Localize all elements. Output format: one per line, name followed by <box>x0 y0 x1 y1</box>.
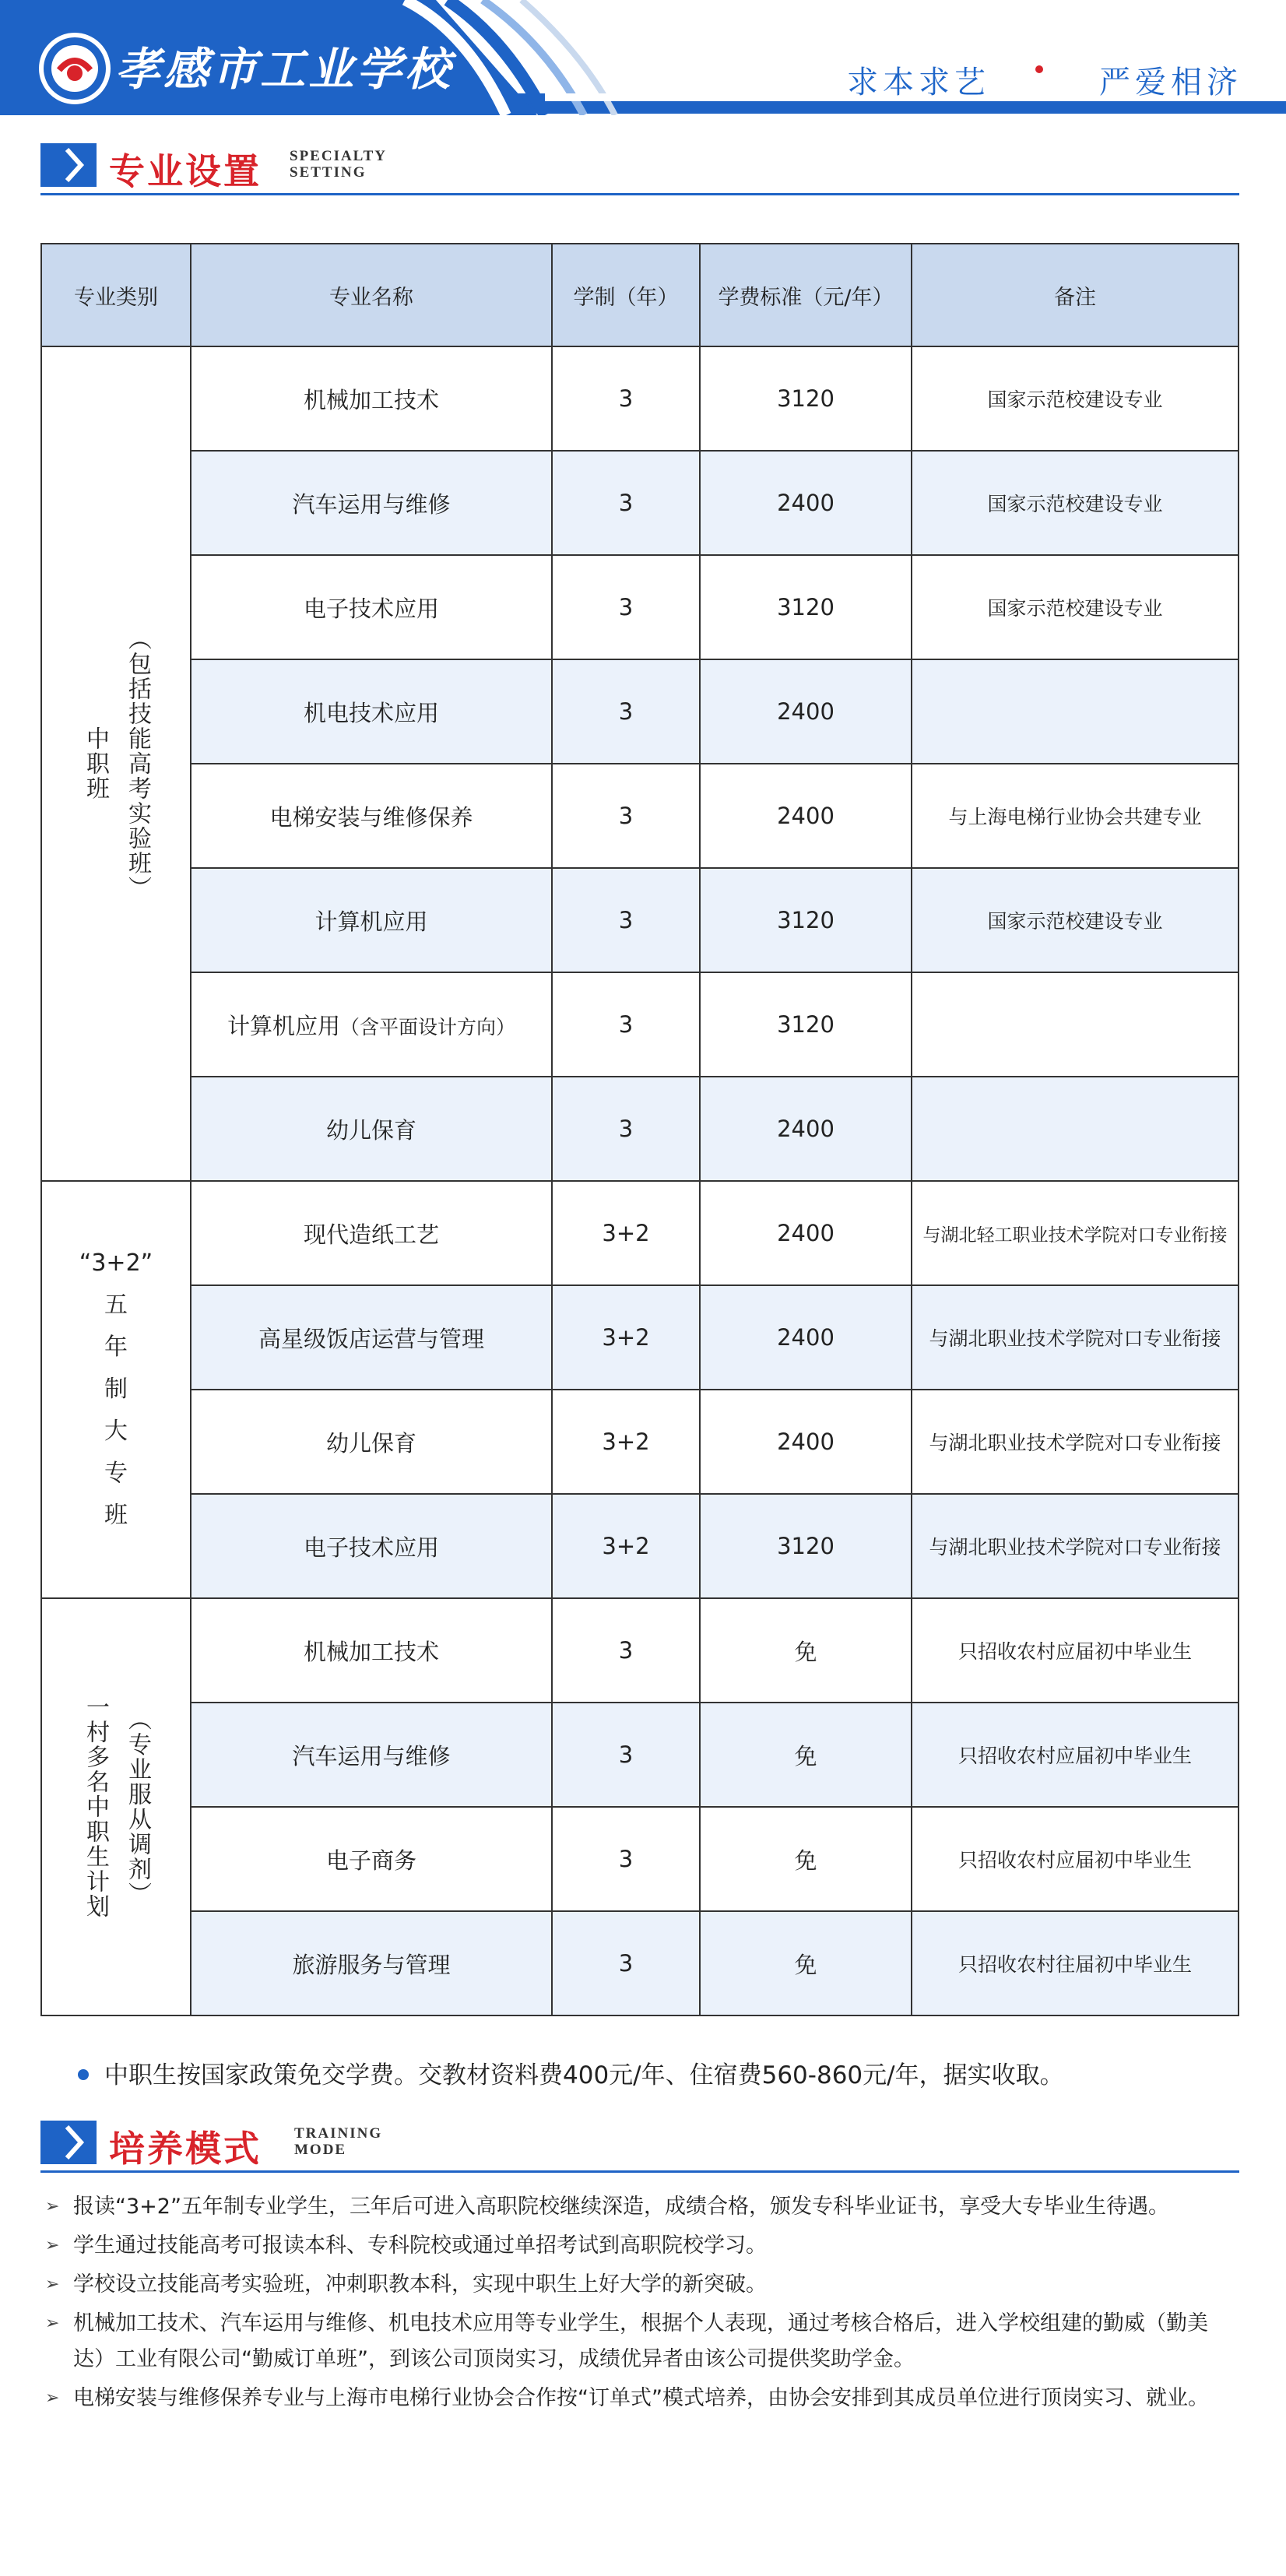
table-row <box>41 346 1239 451</box>
remark <box>912 972 1239 1077</box>
tuition-fee: 3120 <box>700 1494 912 1598</box>
study-years: 3+2 <box>552 1390 700 1494</box>
table-row <box>41 1703 1239 1807</box>
tuition-fee: 免 <box>700 1807 912 1911</box>
list-item <box>40 2228 1239 2264</box>
table-row <box>41 1390 1239 1494</box>
study-years: 3 <box>552 764 700 868</box>
arrow-bullet-icon: ➢ <box>45 2275 60 2294</box>
study-years: 3 <box>552 555 700 659</box>
specialty-name: 汽车运用与维修 <box>191 451 552 555</box>
study-years: 3 <box>552 451 700 555</box>
specialty-name: 幼儿保育 <box>191 1390 552 1494</box>
tuition-fee: 免 <box>700 1598 912 1703</box>
study-years: 3 <box>552 1807 700 1911</box>
table-row <box>41 1807 1239 1911</box>
list-item <box>40 2189 1239 2225</box>
remark: 只招收农村应届初中毕业生 <box>912 1807 1239 1911</box>
table-row <box>41 659 1239 764</box>
list-item-text: 学生通过技能高考可报读本科、专科院校或通过单招考试到高职院校学习。 <box>73 2233 767 2258</box>
column-header: 专业类别 <box>41 244 191 346</box>
remark: 与湖北职业技术学院对口专业衔接 <box>912 1494 1239 1598</box>
category-char: 五 <box>104 1292 128 1319</box>
study-years: 3+2 <box>552 1181 700 1285</box>
table-row <box>41 1285 1239 1390</box>
category-cell-village-plan <box>41 1598 191 2015</box>
chevron-right-icon <box>40 2121 97 2164</box>
remark: 国家示范校建设专业 <box>912 346 1239 451</box>
tuition-fee: 3120 <box>700 346 912 451</box>
list-item <box>40 2306 1239 2377</box>
category-top: “3+2” <box>79 1249 153 1277</box>
specialty-name: 机械加工技术 <box>191 346 552 451</box>
tuition-fee: 3120 <box>700 868 912 972</box>
remark: 与湖北职业技术学院对口专业衔接 <box>912 1285 1239 1390</box>
category-char: 班 <box>104 1502 128 1529</box>
remark: 只招收农村应届初中毕业生 <box>912 1598 1239 1703</box>
list-item <box>40 2267 1239 2303</box>
table-row <box>41 1494 1239 1598</box>
table-row <box>41 1598 1239 1703</box>
tuition-fee: 2400 <box>700 1077 912 1181</box>
tuition-fee: 免 <box>700 1703 912 1807</box>
arrow-bullet-icon: ➢ <box>45 2197 60 2216</box>
table-row <box>41 972 1239 1077</box>
study-years: 3 <box>552 972 700 1077</box>
study-years: 3 <box>552 1911 700 2015</box>
study-years: 3 <box>552 1077 700 1181</box>
tuition-fee: 3120 <box>700 555 912 659</box>
fee-note: 中职生按国家政策免交学费。交教材资料费400元/年、住宿费560-860元/年，据实收取。 <box>104 2061 1064 2089</box>
section-title: 培养模式 <box>109 2128 262 2170</box>
column-header: 学费标准（元/年） <box>700 244 912 346</box>
specialty-name <box>191 972 552 1077</box>
study-years: 3+2 <box>552 1494 700 1598</box>
slogan-left: 求本求艺 <box>847 65 990 100</box>
category-char: 大 <box>104 1418 128 1445</box>
remark: 国家示范校建设专业 <box>912 555 1239 659</box>
section-divider <box>40 2170 1239 2173</box>
section-subtitle: SPECIALTY SETTING <box>290 148 388 181</box>
study-years: 3 <box>552 346 700 451</box>
table-row <box>41 1911 1239 2015</box>
category-sub: （专业服从调剂） <box>124 1707 151 1907</box>
study-years: 3 <box>552 1703 700 1807</box>
arrow-bullet-icon: ➢ <box>45 2388 60 2408</box>
specialty-name-main: 计算机应用 <box>227 1012 340 1039</box>
arrow-bullet-icon: ➢ <box>45 2314 60 2333</box>
study-years: 3 <box>552 659 700 764</box>
study-years: 3 <box>552 868 700 972</box>
remark: 国家示范校建设专业 <box>912 451 1239 555</box>
remark <box>912 1077 1239 1181</box>
column-header: 学制（年） <box>552 244 700 346</box>
table-row <box>41 1181 1239 1285</box>
slogan-separator-dot <box>1035 65 1043 73</box>
tuition-fee: 2400 <box>700 659 912 764</box>
training-bullet-list <box>40 2189 1239 2420</box>
tuition-fee: 2400 <box>700 451 912 555</box>
chevron-right-icon <box>40 143 97 187</box>
remark: 与上海电梯行业协会共建专业 <box>912 764 1239 868</box>
specialty-name: 现代造纸工艺 <box>191 1181 552 1285</box>
tuition-fee: 3120 <box>700 972 912 1077</box>
section-divider <box>40 193 1239 195</box>
slogan-right: 严爱相济 <box>1099 65 1242 100</box>
category-char: 专 <box>104 1460 128 1487</box>
specialty-table <box>40 243 1238 2016</box>
category-char: 制 <box>104 1376 128 1403</box>
remark <box>912 659 1239 764</box>
list-item-text: 机械加工技术、汽车运用与维修、机电技术应用等专业学生，根据个人表现，通过考核合格后，进入学校组建的勤威（勤美达）工业有限公司“勤威订单班”，到该公司顶岗实习，成绩优异者由该公司提供奖助学金。 <box>73 2311 1208 2371</box>
category-sub: （包括技能高考实验班） <box>124 627 151 901</box>
table-row <box>41 451 1239 555</box>
specialty-name-sub: （含平面设计方向） <box>340 1015 516 1038</box>
page-header <box>0 0 1286 115</box>
specialty-name: 电子技术应用 <box>191 1494 552 1598</box>
specialty-name: 电子商务 <box>191 1807 552 1911</box>
table-row <box>41 1077 1239 1181</box>
specialty-name: 电子技术应用 <box>191 555 552 659</box>
table-row <box>41 868 1239 972</box>
tuition-fee: 2400 <box>700 764 912 868</box>
remark: 只招收农村应届初中毕业生 <box>912 1703 1239 1807</box>
specialty-name: 高星级饭店运营与管理 <box>191 1285 552 1390</box>
table-header-row <box>41 244 1239 346</box>
category-cell-vocational <box>41 346 191 1181</box>
list-item-text: 电梯安装与维修保养专业与上海市电梯行业协会合作按“订单式”模式培养，由协会安排到其成员单位进行顶岗实习、就业。 <box>73 2386 1209 2410</box>
section-subtitle: TRAINING MODE <box>294 2125 383 2158</box>
specialty-name: 计算机应用 <box>191 868 552 972</box>
arrow-bullet-icon: ➢ <box>45 2236 60 2255</box>
school-name: 孝感市工业学校 <box>115 43 454 96</box>
column-header: 专业名称 <box>191 244 552 346</box>
specialty-name: 电梯安装与维修保养 <box>191 764 552 868</box>
remark: 只招收农村往届初中毕业生 <box>912 1911 1239 2015</box>
column-header: 备注 <box>912 244 1239 346</box>
study-years: 3 <box>552 1598 700 1703</box>
section-header-training <box>40 2121 1239 2175</box>
school-logo <box>39 33 111 104</box>
specialty-name: 机电技术应用 <box>191 659 552 764</box>
table-row <box>41 764 1239 868</box>
tuition-fee: 免 <box>700 1911 912 2015</box>
category-main: 中职班 <box>82 726 109 801</box>
category-char: 年 <box>104 1334 128 1361</box>
category-cell-five-year <box>41 1181 191 1598</box>
remark: 与湖北轻工职业技术学院对口专业衔接 <box>912 1181 1239 1285</box>
list-item-text: 报读“3+2”五年制专业学生，三年后可进入高职院校继续深造，成绩合格，颁发专科毕业证书，享受大专毕业生待遇。 <box>73 2195 1169 2219</box>
study-years: 3+2 <box>552 1285 700 1390</box>
section-title: 专业设置 <box>109 150 262 192</box>
tuition-fee: 2400 <box>700 1285 912 1390</box>
tuition-fee: 2400 <box>700 1390 912 1494</box>
table-row <box>41 555 1239 659</box>
category-main: 一村多名中职生计划 <box>82 1695 109 1919</box>
list-item-text: 学校设立技能高考实验班，冲刺职教本科，实现中职生上好大学的新突破。 <box>73 2272 767 2297</box>
specialty-name: 幼儿保育 <box>191 1077 552 1181</box>
specialty-name: 旅游服务与管理 <box>191 1911 552 2015</box>
remark: 与湖北职业技术学院对口专业衔接 <box>912 1390 1239 1494</box>
list-item <box>40 2381 1239 2416</box>
specialty-name: 汽车运用与维修 <box>191 1703 552 1807</box>
specialty-name: 机械加工技术 <box>191 1598 552 1703</box>
remark: 国家示范校建设专业 <box>912 868 1239 972</box>
section-header-specialty <box>40 143 1239 198</box>
tuition-fee: 2400 <box>700 1181 912 1285</box>
